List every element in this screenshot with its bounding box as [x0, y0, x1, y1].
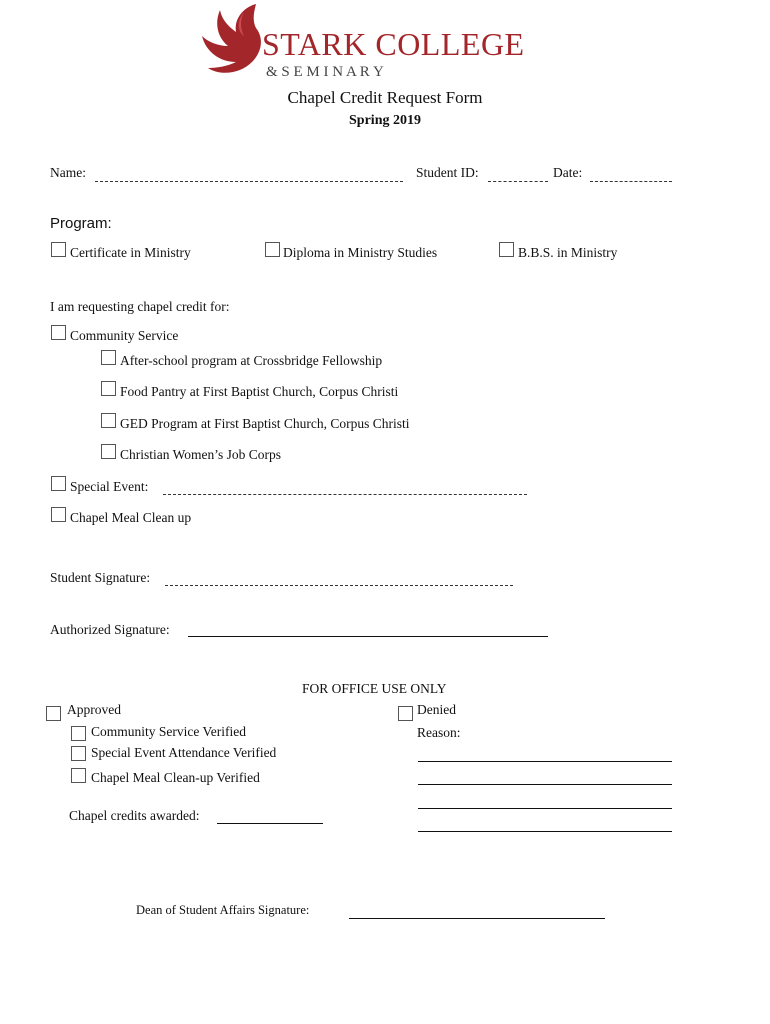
reason-line-4[interactable] [418, 831, 672, 832]
approved-checkbox[interactable] [46, 706, 61, 721]
form-term: Spring 2019 [349, 113, 421, 128]
special-event-field[interactable] [163, 494, 527, 495]
after-school-label: After-school program at Crossbridge Fellowship [120, 353, 383, 368]
logo-subtitle: & S E M I N A R Y [266, 64, 384, 80]
job-corps-label: Christian Women’s Job Corps [120, 447, 282, 462]
bbs-checkbox[interactable] [499, 242, 514, 257]
office-use-heading: FOR OFFICE USE ONLY [302, 681, 447, 696]
date-label: Date: [553, 165, 583, 180]
chapel-meal-verified-label: Chapel Meal Clean-up Verified [91, 770, 260, 785]
community-service-verified-checkbox[interactable] [71, 726, 86, 741]
date-field[interactable] [590, 181, 672, 182]
chapel-meal-verified-checkbox[interactable] [71, 768, 86, 783]
chapel-meal-label: Chapel Meal Clean up [70, 510, 192, 525]
approved-label: Approved [67, 702, 121, 717]
program-heading: Program: [50, 215, 112, 232]
special-event-verified-label: Special Event Attendance Verified [91, 745, 277, 760]
certificate-label: Certificate in Ministry [70, 245, 191, 260]
special-event-verified-checkbox[interactable] [71, 746, 86, 761]
reason-line-3[interactable] [418, 808, 672, 809]
chapel-meal-checkbox[interactable] [51, 507, 66, 522]
denied-checkbox[interactable] [398, 706, 413, 721]
student-id-label: Student ID: [416, 165, 479, 180]
job-corps-checkbox[interactable] [101, 444, 116, 459]
food-pantry-checkbox[interactable] [101, 381, 116, 396]
food-pantry-label: Food Pantry at First Baptist Church, Corpus Christi [120, 384, 399, 399]
bbs-label: B.B.S. in Ministry [518, 245, 618, 260]
form-title: Chapel Credit Request Form [287, 88, 483, 107]
ged-program-label: GED Program at First Baptist Church, Corpus Christi [120, 416, 410, 431]
logo-name: STARK COLLEGE [262, 26, 525, 62]
community-service-checkbox[interactable] [51, 325, 66, 340]
student-signature-field[interactable] [165, 585, 513, 586]
name-label: Name: [50, 165, 86, 180]
student-signature-label: Student Signature: [50, 570, 151, 585]
denied-label: Denied [417, 702, 456, 717]
request-intro: I am requesting chapel credit for: [50, 299, 230, 314]
authorized-signature-label: Authorized Signature: [50, 622, 170, 637]
credits-awarded-field[interactable] [217, 823, 323, 824]
ged-program-checkbox[interactable] [101, 413, 116, 428]
name-field[interactable] [95, 181, 403, 182]
special-event-label: Special Event: [70, 479, 149, 494]
community-service-verified-label: Community Service Verified [91, 724, 246, 739]
credits-awarded-label: Chapel credits awarded: [69, 808, 200, 823]
after-school-checkbox[interactable] [101, 350, 116, 365]
diploma-label: Diploma in Ministry Studies [283, 245, 438, 260]
student-id-field[interactable] [488, 181, 548, 182]
reason-label: Reason: [417, 725, 461, 740]
authorized-signature-field[interactable] [188, 636, 548, 637]
dean-signature-field[interactable] [349, 918, 605, 919]
bird-logo-icon [198, 2, 268, 76]
dean-signature-label: Dean of Student Affairs Signature: [136, 903, 310, 917]
community-service-label: Community Service [70, 328, 179, 343]
reason-line-1[interactable] [418, 761, 672, 762]
reason-line-2[interactable] [418, 784, 672, 785]
certificate-checkbox[interactable] [51, 242, 66, 257]
special-event-checkbox[interactable] [51, 476, 66, 491]
diploma-checkbox[interactable] [265, 242, 280, 257]
